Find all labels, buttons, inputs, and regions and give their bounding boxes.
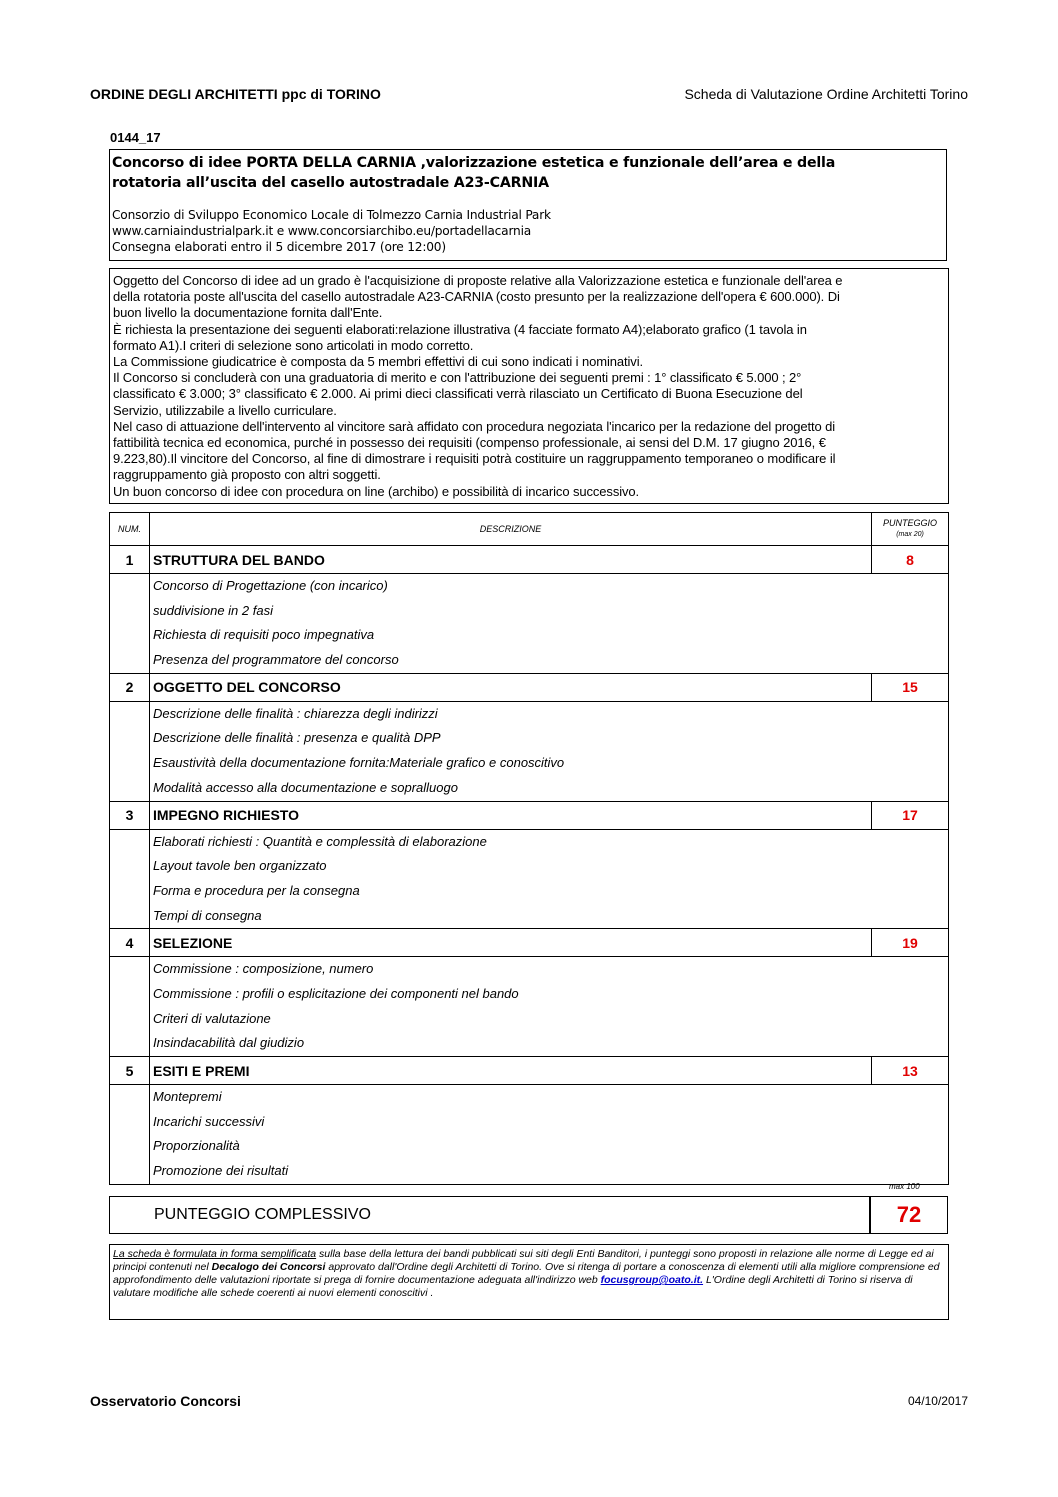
section-items-row [110,701,949,801]
section-score: 15 [872,673,949,701]
section-row [110,546,949,574]
website-links: www.carniaindustrialpark.it e www.concorsiarchibo.eu/portadellacarnia [112,224,532,238]
list-item: Montepremi [153,1089,222,1104]
list-item: Criteri di valutazione [153,1010,271,1026]
section-row [110,673,949,701]
section-number: 3 [110,801,150,829]
section-score: 13 [872,1057,949,1085]
organization-name: ORDINE DEGLI ARCHITETTI ppc di TORINO [90,86,381,102]
section-score: 17 [872,801,949,829]
section-items [150,957,949,1057]
section-title: STRUTTURA DEL BANDO [150,546,872,574]
object-line: È richiesta la presentazione dei seguenti elaborati:relazione illustrativa (4 facciate formato A4);elaborato grafico (1 tavola in [113,321,807,337]
competition-object-box [109,268,949,504]
total-score: 72 [870,1196,948,1234]
competition-title-line2: rotatoria all’uscita del casello autostradale A23-CARNIA [112,175,549,191]
section-row [110,929,949,957]
header-description: DESCRIZIONE [150,513,872,546]
object-line: formato A1).I criteri di selezione sono articolati in modo corretto. [113,337,474,353]
section-row [110,801,949,829]
header-score [872,513,949,546]
list-item: Layout tavole ben organizzato [153,858,327,874]
total-max-label: max 100 [889,1182,920,1191]
object-line: Oggetto del Concorso di idee ad un grado è l'acquisizione di proposte relative alla Valorizzazione estetica e funzionale dell'area e [113,273,843,288]
competition-title-box [109,149,947,261]
list-item: Esaustività della documentazione fornita:Materiale grafico e conoscitivo [153,755,565,771]
list-item: Insindacabilità dal giudizio [153,1035,305,1051]
section-title: ESITI E PREMI [150,1057,872,1085]
object-line: buon livello la documentazione fornita dall'Ente. [113,305,383,321]
object-line: Servizio, utilizzabile a livello curriculare. [113,402,337,418]
list-item: Incarichi successivi [153,1113,265,1129]
list-item: Commissione : composizione, numero [153,961,374,977]
table-header-row [110,513,949,546]
section-number: 4 [110,929,150,957]
note-intro: La scheda è formulata in forma semplificata [113,1248,317,1260]
section-number: 1 [110,546,150,574]
deadline: Consegna elaborati entro il 5 dicembre 2017 (ore 12:00) [112,240,446,254]
footer-date: 04/10/2017 [907,1394,968,1408]
section-items-row [110,574,949,674]
section-title: OGGETTO DEL CONCORSO [150,673,872,701]
section-items [150,1085,949,1185]
section-items-row [110,829,949,929]
section-title: SELEZIONE [150,929,872,957]
promoter: Consorzio di Sviluppo Economico Locale di Tolmezzo Carnia Industrial Park [112,208,551,222]
list-item: Promozione dei risultati [153,1163,289,1179]
list-item: Tempi di consegna [153,907,262,923]
note-decalogo: Decalogo dei Concorsi [211,1261,326,1273]
list-item: Elaborati richiesti : Quantità e complessità di elaborazione [153,833,487,849]
section-items [150,829,949,929]
section-items-row [110,957,949,1057]
object-line: della rotatoria poste all'uscita del casello autostradale A23-CARNIA (costo presunto per la realizzazione dell'opera € 600.000). Di [113,289,840,305]
list-item: Presenza del programmatore del concorso [153,652,399,668]
list-item: Descrizione delle finalità : chiarezza degli indirizzi [153,705,438,721]
section-title: IMPEGNO RICHIESTO [150,801,872,829]
object-line: La Commissione giudicatrice è composta da 5 membri effettivi di cui sono indicati i nominativi. [113,354,644,370]
list-item: Forma e procedura per la consegna [153,882,360,898]
list-item: Proporzionalità [153,1138,240,1154]
section-score: 8 [872,546,949,574]
competition-code: 0144_17 [110,130,161,145]
evaluation-table [109,512,949,1185]
list-item: suddivisione in 2 fasi [153,602,273,618]
section-items [150,574,949,674]
section-number: 5 [110,1057,150,1085]
list-item: Descrizione delle finalità : presenza e qualità DPP [153,730,441,746]
competition-title-line1: Concorso di idee PORTA DELLA CARNIA ,valorizzazione estetica e funzionale dell’area e della [112,155,836,171]
note-text: sulla base della lettura dei bandi pubblicati sui siti degli Enti Banditori, i punteggi sono proposti in relazione alle norme di Legge ed ai principi contenuti nel [113,1248,934,1273]
note-text: approvato dall'Ordine degli Architetti di Torino. Ove si ritenga di portare a conoscenza di elementi utili alla migliore comprensione ed approfondimento delle valutazioni riportate si prega di fornire documentazione adeguata all'indirizzo web [113,1261,940,1286]
section-row [110,1057,949,1085]
object-line: raggruppamento già proposto con altri soggetti. [113,467,381,483]
list-item: Commissione : profili o esplicitazione dei componenti nel bando [153,985,519,1001]
object-line: 9.223,80).Il vincitore del Concorso, al fine di dimostrare i requisiti potrà costituire un raggruppamento temporaneo o modificare il [113,451,836,467]
object-line: Nel caso di attuazione dell'intervento al vincitore sarà affidato con procedura negoziata l'incarico per la redazione del progetto di [113,418,836,434]
section-score: 19 [872,929,949,957]
list-item: Modalità accesso alla documentazione e sopralluogo [153,779,458,795]
header-score-max: (max 20) [896,531,924,538]
header-num: NUM. [110,513,150,546]
footer-observatory: Osservatorio Concorsi [90,1393,241,1409]
note-text: L'Ordine degli Architetti di Torino si riserva di valutare modifiche alle schede coerenti ai nuovi elementi conoscitivi . [113,1274,913,1299]
object-line: Un buon concorso di idee con procedura on line (archibo) e possibilità di incarico successivo. [113,483,640,499]
header-score-label: PUNTEGGIO [882,518,937,528]
list-item: Richiesta di requisiti poco impegnativa [153,627,375,643]
total-label: PUNTEGGIO COMPLESSIVO [109,1196,870,1234]
section-items-row [110,1085,949,1185]
section-number: 2 [110,673,150,701]
document-title: Scheda di Valutazione Ordine Architetti Torino [684,86,968,102]
object-line: classificato € 3.000; 3° classificato € 2.000. Ai primi dieci classificati verrà rilasciato un Certificato di Buona Esecuzione del [113,386,803,402]
object-line: Il Concorso si concluderà con una graduatoria di merito e con l'attribuzione dei seguenti premi : 1° classificato € 5.000 ; 2° [113,370,802,386]
list-item: Concorso di Progettazione (con incarico) [153,578,388,593]
object-line: fattibilità tecnica ed economica, purché in possesso dei requisiti (compenso professionale, ai sensi del D.M. 17 giugno 2016, € [113,435,826,451]
email-link[interactable]: focusgroup@oato.it. [600,1274,704,1286]
disclaimer-note [109,1244,949,1320]
section-items [150,701,949,801]
